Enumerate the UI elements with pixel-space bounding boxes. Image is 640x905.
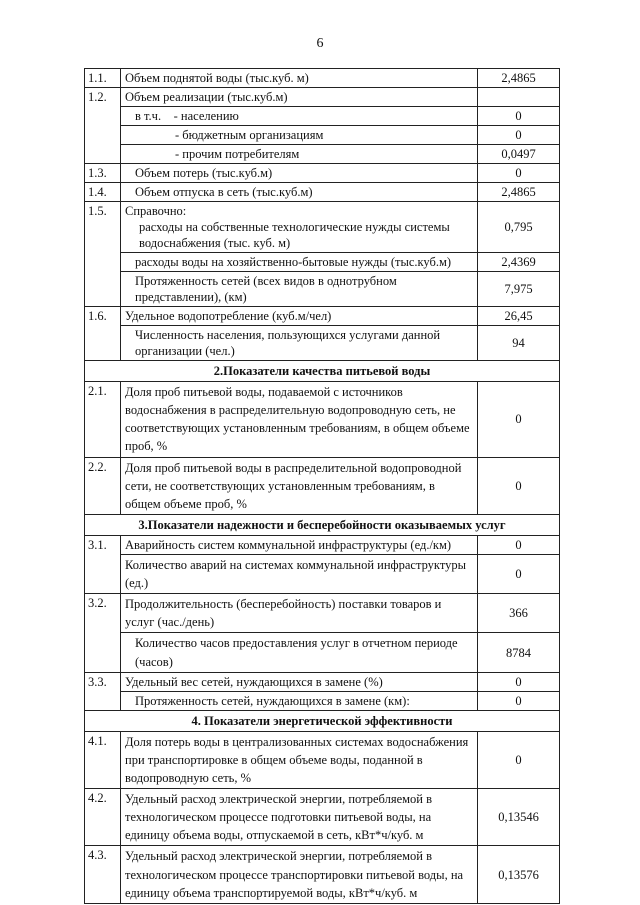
row-value: 0,795 <box>478 202 560 253</box>
table-row <box>85 846 560 903</box>
row-value: 0 <box>478 164 560 183</box>
table-row <box>85 202 560 253</box>
row-text: Объем поднятой воды (тыс.куб. м) <box>121 69 478 88</box>
row-text: Продолжительность (бесперебойность) поставки товаров и услуг (час./день) <box>121 594 478 633</box>
row-text: Удельный вес сетей, нуждающихся в замене (%) <box>121 672 478 691</box>
section-header-row <box>85 361 560 382</box>
table-row <box>85 253 560 272</box>
row-text: Протяженность сетей (всех видов в однотрубном представлении), (км) <box>121 272 478 307</box>
row-text: Количество часов предоставления услуг в отчетном периоде (часов) <box>121 633 478 672</box>
row-value: 0 <box>478 126 560 145</box>
table-row <box>85 633 560 672</box>
row-value: 7,975 <box>478 272 560 307</box>
row-value: 0,0497 <box>478 145 560 164</box>
row-text: Численность населения, пользующихся услугами данной организации (чел.) <box>121 326 478 361</box>
section-title: 4. Показатели энергетической эффективности <box>85 710 560 731</box>
row-value: 0 <box>478 457 560 514</box>
table-row <box>85 107 560 126</box>
row-number: 4.2. <box>85 789 121 846</box>
table-row <box>85 326 560 361</box>
row-value: 0,13576 <box>478 846 560 903</box>
table-row <box>85 535 560 554</box>
row-number: 3.3. <box>85 672 121 691</box>
table-row <box>85 457 560 514</box>
row-number: 3.1. <box>85 535 121 554</box>
row-text: Объем реализации (тыс.куб.м) <box>121 88 478 107</box>
row-text: Доля проб питьевой воды в распределительной водопроводной сети, не соответствующих установленным требованиям, в общем объеме проб, % <box>121 457 478 514</box>
row-value: 0 <box>478 107 560 126</box>
table-row <box>85 164 560 183</box>
row-number: 2.2. <box>85 457 121 514</box>
row-number: 2.1. <box>85 382 121 458</box>
row-text: Доля проб питьевой воды, подаваемой с источников водоснабжения в распределительную водопроводную сеть, не соответствующих установленным требованиям, в общем объеме проб, % <box>121 382 478 458</box>
table-row <box>85 789 560 846</box>
row-text: Удельный расход электрической энергии, потребляемой в технологическом процессе подготовки питьевой воды, на единицу объема воды, отпускаемой в сеть, кВт*ч/куб. м <box>121 789 478 846</box>
section-header-row <box>85 710 560 731</box>
table-row <box>85 307 560 326</box>
row-number: 1.3. <box>85 164 121 183</box>
row-text: - бюджетным организациям <box>121 126 478 145</box>
row-value: 26,45 <box>478 307 560 326</box>
row-value: 366 <box>478 594 560 633</box>
table-row <box>85 272 560 307</box>
row-number: 1.1. <box>85 69 121 88</box>
row-text: - прочим потребителям <box>121 145 478 164</box>
row-number: 1.5. <box>85 202 121 253</box>
section-title: 2.Показатели качества питьевой воды <box>85 361 560 382</box>
row-prefix: в т.ч. <box>135 109 162 123</box>
table-row <box>85 183 560 202</box>
table-row <box>85 126 560 145</box>
section-header-row <box>85 514 560 535</box>
row-value: 0 <box>478 691 560 710</box>
indicators-table <box>84 68 560 904</box>
row-label: Справочно: <box>125 204 187 218</box>
row-value <box>478 88 560 107</box>
row-text: Объем отпуска в сеть (тыс.куб.м) <box>121 183 478 202</box>
row-text: Удельное водопотребление (куб.м/чел) <box>121 307 478 326</box>
table-row <box>85 145 560 164</box>
row-value: 8784 <box>478 633 560 672</box>
row-text: Количество аварий на системах коммунальной инфраструктуры (ед.) <box>121 554 478 593</box>
row-value: 0 <box>478 554 560 593</box>
row-text: Доля потерь воды в централизованных системах водоснабжения при транспортировке в общем объеме воды, поданной в водопроводную сеть, % <box>121 731 478 788</box>
row-value: 2,4865 <box>478 69 560 88</box>
table-row <box>85 382 560 458</box>
table-row <box>85 672 560 691</box>
page-number: 6 <box>316 36 324 51</box>
row-text: расходы воды на хозяйственно-бытовые нужды (тыс.куб.м) <box>121 253 478 272</box>
table-row <box>85 691 560 710</box>
row-text: Справочно: расходы на собственные технологические нужды системы водоснабжения (тыс. куб. м) <box>121 202 478 253</box>
row-value: 0 <box>478 731 560 788</box>
row-value: 0 <box>478 535 560 554</box>
row-number: 1.6. <box>85 307 121 326</box>
row-value: 0,13546 <box>478 789 560 846</box>
row-number: 1.2. <box>85 88 121 107</box>
table-row <box>85 69 560 88</box>
row-number: 4.3. <box>85 846 121 903</box>
row-value: 0 <box>478 382 560 458</box>
table-row <box>85 731 560 788</box>
row-number: 1.4. <box>85 183 121 202</box>
row-value: 2,4865 <box>478 183 560 202</box>
row-number: 4.1. <box>85 731 121 788</box>
table-row <box>85 88 560 107</box>
section-title: 3.Показатели надежности и бесперебойности оказываемых услуг <box>85 514 560 535</box>
table-row <box>85 594 560 633</box>
row-value: 94 <box>478 326 560 361</box>
row-text: Удельный расход электрической энергии, потребляемой в технологическом процессе транспортировки питьевой воды, на единицу объема транспортируемой воды, кВт*ч/куб. м <box>121 846 478 903</box>
row-value: 2,4369 <box>478 253 560 272</box>
row-text: Протяженность сетей, нуждающихся в замене (км): <box>121 691 478 710</box>
row-text: в т.ч. - населению <box>121 107 478 126</box>
row-value: 0 <box>478 672 560 691</box>
row-number: 3.2. <box>85 594 121 633</box>
row-text: Аварийность систем коммунальной инфраструктуры (ед./км) <box>121 535 478 554</box>
table-row <box>85 554 560 593</box>
row-text: Объем потерь (тыс.куб.м) <box>121 164 478 183</box>
